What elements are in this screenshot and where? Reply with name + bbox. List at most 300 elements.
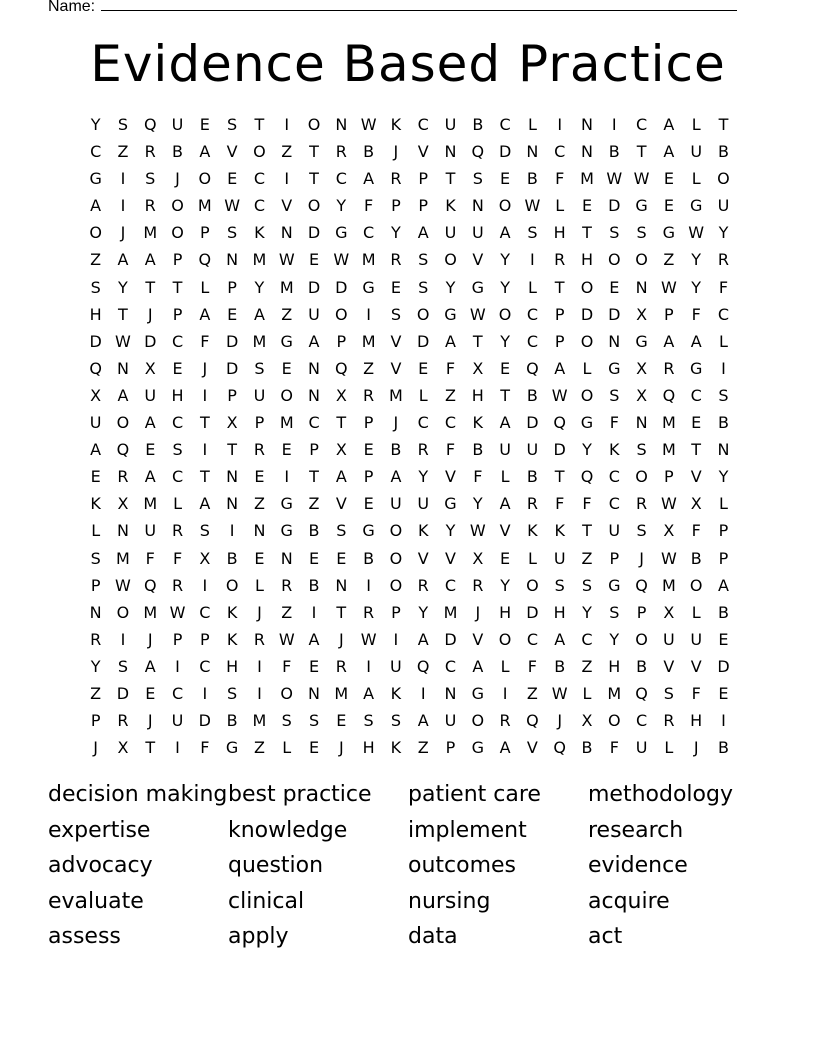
grid-letter[interactable]: V xyxy=(526,738,538,758)
grid-letter[interactable]: P xyxy=(90,575,101,595)
grid-letter[interactable]: G xyxy=(635,331,648,351)
grid-letter[interactable]: V xyxy=(472,250,484,270)
grid-letter[interactable]: Y xyxy=(445,277,456,297)
grid-letter[interactable]: J xyxy=(147,711,153,731)
grid-letter[interactable]: R xyxy=(117,467,129,487)
grid-letter[interactable]: Y xyxy=(691,250,702,270)
grid-letter[interactable]: L xyxy=(254,575,264,595)
grid-letter[interactable]: J xyxy=(393,142,399,162)
grid-letter[interactable]: C xyxy=(253,196,266,216)
grid-letter[interactable]: E xyxy=(500,358,511,378)
grid-letter[interactable]: E xyxy=(500,169,511,189)
grid-letter[interactable]: Z xyxy=(281,142,293,162)
grid-letter[interactable]: L xyxy=(91,521,101,541)
grid-letter[interactable]: C xyxy=(199,656,211,676)
grid-letter[interactable]: M xyxy=(334,683,349,703)
grid-letter[interactable]: A xyxy=(663,142,675,162)
grid-letter[interactable]: X xyxy=(636,385,648,405)
grid-letter[interactable]: L xyxy=(555,196,565,216)
grid-letter[interactable]: D xyxy=(225,331,239,351)
grid-letter[interactable]: H xyxy=(553,602,566,622)
grid-letter[interactable]: S xyxy=(172,440,183,460)
grid-letter[interactable]: A xyxy=(472,656,484,676)
grid-letter[interactable]: N xyxy=(116,358,129,378)
name-field[interactable] xyxy=(48,0,737,17)
grid-letter[interactable]: B xyxy=(172,142,184,162)
grid-letter[interactable]: Y xyxy=(418,602,429,622)
grid-letter[interactable]: X xyxy=(581,711,593,731)
grid-letter[interactable]: R xyxy=(253,629,265,649)
grid-letter[interactable]: L xyxy=(691,169,701,189)
grid-letter[interactable]: P xyxy=(664,304,674,324)
grid-letter[interactable]: L xyxy=(582,683,592,703)
grid-letter[interactable]: L xyxy=(582,358,592,378)
grid-letter[interactable]: S xyxy=(227,223,238,243)
grid-letter[interactable]: B xyxy=(226,548,238,568)
grid-letter[interactable]: A xyxy=(90,196,102,216)
grid-letter[interactable]: I xyxy=(120,169,126,189)
grid-letter[interactable]: I xyxy=(284,115,290,134)
grid-letter[interactable]: Z xyxy=(90,683,102,703)
grid-letter[interactable]: F xyxy=(364,196,374,216)
grid-letter[interactable]: W xyxy=(169,602,186,622)
grid-letter[interactable]: D xyxy=(307,277,321,297)
grid-letter[interactable]: T xyxy=(227,440,238,460)
grid-letter[interactable]: C xyxy=(581,629,593,649)
grid-letter[interactable]: I xyxy=(202,683,208,703)
grid-letter[interactable]: F xyxy=(200,738,210,758)
grid-letter[interactable]: Y xyxy=(609,629,620,649)
grid-letter[interactable]: Z xyxy=(526,683,538,703)
grid-letter[interactable]: N xyxy=(280,548,293,568)
grid-letter[interactable]: A xyxy=(144,467,156,487)
grid-letter[interactable]: Y xyxy=(336,196,347,216)
grid-letter[interactable]: P xyxy=(636,602,647,622)
grid-letter[interactable]: W xyxy=(606,169,623,189)
grid-letter[interactable]: D xyxy=(144,331,157,351)
grid-letter[interactable]: P xyxy=(445,738,456,758)
grid-letter[interactable]: A xyxy=(554,358,566,378)
grid-letter[interactable]: S xyxy=(281,711,292,731)
grid-letter[interactable]: T xyxy=(582,223,592,243)
grid-letter[interactable]: J xyxy=(93,738,98,758)
grid-letter[interactable]: L xyxy=(173,494,182,514)
grid-letter[interactable]: O xyxy=(416,304,430,324)
grid-letter[interactable]: H xyxy=(580,250,593,270)
grid-letter[interactable]: V xyxy=(499,521,511,541)
grid-letter[interactable]: I xyxy=(366,656,371,676)
grid-letter[interactable]: W xyxy=(333,250,350,270)
grid-letter[interactable]: F xyxy=(473,467,483,487)
grid-letter[interactable]: W xyxy=(633,169,650,189)
grid-letter[interactable]: L xyxy=(282,738,292,758)
grid-letter[interactable]: P xyxy=(363,467,374,487)
grid-letter[interactable]: I xyxy=(366,575,371,595)
grid-letter[interactable]: M xyxy=(252,711,267,731)
grid-letter[interactable]: Y xyxy=(500,277,510,297)
grid-letter[interactable]: Y xyxy=(500,331,510,351)
grid-letter[interactable]: O xyxy=(498,304,512,324)
grid-letter[interactable]: Y xyxy=(90,656,101,676)
grid-letter[interactable]: P xyxy=(718,548,729,568)
grid-letter[interactable]: B xyxy=(636,656,648,676)
grid-letter[interactable]: Z xyxy=(90,250,102,270)
grid-letter[interactable]: N xyxy=(116,521,129,541)
grid-letter[interactable]: O xyxy=(171,223,184,243)
grid-letter[interactable]: I xyxy=(611,115,617,134)
grid-letter[interactable]: U xyxy=(444,223,457,243)
grid-letter[interactable]: G xyxy=(362,521,375,541)
grid-letter[interactable]: O xyxy=(471,711,485,731)
grid-letter[interactable]: P xyxy=(718,521,729,541)
grid-letter[interactable]: A xyxy=(499,494,511,514)
grid-letter[interactable]: E xyxy=(718,683,729,703)
grid-letter[interactable]: F xyxy=(691,683,701,703)
grid-letter[interactable]: B xyxy=(526,169,538,189)
grid-letter[interactable]: N xyxy=(635,277,648,297)
grid-letter[interactable]: O xyxy=(389,575,403,595)
grid-letter[interactable]: E xyxy=(418,358,429,378)
grid-letter[interactable]: X xyxy=(636,304,648,324)
grid-letter[interactable]: U xyxy=(690,142,703,162)
grid-letter[interactable]: X xyxy=(472,548,484,568)
grid-letter[interactable]: G xyxy=(471,683,484,703)
grid-letter[interactable]: E xyxy=(308,738,320,758)
grid-letter[interactable]: R xyxy=(636,494,648,514)
grid-letter[interactable]: L xyxy=(664,738,674,758)
grid-letter[interactable]: N xyxy=(226,250,239,270)
grid-letter[interactable]: O xyxy=(526,575,539,595)
grid-letter[interactable]: C xyxy=(717,304,730,324)
grid-letter[interactable]: N xyxy=(581,115,593,134)
grid-letter[interactable]: M xyxy=(661,413,676,433)
grid-letter[interactable]: W xyxy=(469,304,486,324)
grid-letter[interactable]: H xyxy=(608,656,621,676)
grid-letter[interactable]: J xyxy=(475,602,481,622)
grid-letter[interactable]: C xyxy=(417,413,429,433)
grid-letter[interactable]: V xyxy=(390,358,402,378)
grid-letter[interactable]: D xyxy=(553,440,566,460)
grid-letter[interactable]: U xyxy=(499,440,511,460)
grid-letter[interactable]: S xyxy=(581,575,593,595)
grid-letter[interactable]: M xyxy=(661,575,676,595)
grid-letter[interactable]: U xyxy=(663,629,675,649)
grid-letter[interactable]: D xyxy=(498,142,512,162)
grid-letter[interactable]: E xyxy=(172,358,183,378)
grid-letter[interactable]: G xyxy=(89,169,102,189)
grid-letter[interactable]: C xyxy=(608,467,620,487)
grid-letter[interactable]: T xyxy=(500,385,510,405)
grid-letter[interactable]: J xyxy=(147,629,153,649)
grid-letter[interactable]: J xyxy=(257,602,262,622)
grid-letter[interactable]: X xyxy=(144,358,156,378)
grid-letter[interactable]: Q xyxy=(580,467,594,487)
grid-letter[interactable]: E xyxy=(691,413,702,433)
grid-letter[interactable]: E xyxy=(609,277,620,297)
grid-letter[interactable]: S xyxy=(145,169,156,189)
grid-letter[interactable]: Z xyxy=(363,358,375,378)
grid-letter[interactable]: E xyxy=(308,250,320,270)
grid-letter[interactable]: I xyxy=(202,575,208,595)
grid-letter[interactable]: H xyxy=(226,656,239,676)
grid-letter[interactable]: O xyxy=(580,331,594,351)
grid-letter[interactable]: N xyxy=(308,385,320,405)
grid-letter[interactable]: L xyxy=(719,331,728,351)
grid-letter[interactable]: C xyxy=(526,331,538,351)
grid-letter[interactable]: J xyxy=(147,304,153,324)
grid-letter[interactable]: G xyxy=(689,196,703,216)
grid-letter[interactable]: D xyxy=(417,331,430,351)
grid-letter[interactable]: W xyxy=(660,277,677,297)
grid-letter[interactable]: R xyxy=(417,440,429,460)
grid-letter[interactable]: I xyxy=(229,521,235,541)
grid-letter[interactable]: Z xyxy=(281,304,293,324)
grid-letter[interactable]: F xyxy=(527,656,537,676)
grid-letter[interactable]: N xyxy=(471,196,484,216)
grid-letter[interactable]: E xyxy=(227,304,238,324)
grid-letter[interactable]: T xyxy=(472,331,483,351)
grid-letter[interactable]: X xyxy=(636,358,648,378)
grid-letter[interactable]: S xyxy=(636,521,647,541)
grid-letter[interactable]: E xyxy=(90,467,101,487)
grid-letter[interactable]: M xyxy=(143,602,158,622)
grid-letter[interactable]: E xyxy=(500,548,511,568)
grid-letter[interactable]: P xyxy=(554,331,565,351)
grid-letter[interactable]: U xyxy=(390,494,402,514)
grid-letter[interactable]: H xyxy=(89,304,102,324)
grid-letter[interactable]: N xyxy=(226,467,239,487)
grid-letter[interactable]: O xyxy=(580,385,594,405)
grid-letter[interactable]: S xyxy=(227,683,238,703)
grid-letter[interactable]: S xyxy=(609,385,620,405)
grid-letter[interactable]: J xyxy=(393,413,399,433)
grid-letter[interactable]: S xyxy=(663,683,674,703)
grid-letter[interactable]: Q xyxy=(553,413,566,433)
grid-letter[interactable]: B xyxy=(363,142,375,162)
grid-letter[interactable]: T xyxy=(636,142,647,162)
grid-letter[interactable]: M xyxy=(116,548,130,568)
grid-letter[interactable]: M xyxy=(361,250,376,270)
grid-letter[interactable]: C xyxy=(335,169,347,189)
grid-letter[interactable]: L xyxy=(418,385,428,405)
grid-letter[interactable]: I xyxy=(366,304,371,324)
grid-letter[interactable]: S xyxy=(308,711,320,731)
grid-letter[interactable]: R xyxy=(390,169,402,189)
grid-letter[interactable]: A xyxy=(308,629,320,649)
grid-letter[interactable]: N xyxy=(444,142,457,162)
grid-letter[interactable]: V xyxy=(417,142,429,162)
grid-letter[interactable]: V xyxy=(335,494,347,514)
grid-letter[interactable]: E xyxy=(281,358,292,378)
grid-letter[interactable]: D xyxy=(89,331,102,351)
grid-letter[interactable]: Y xyxy=(691,277,702,297)
grid-letter[interactable]: W xyxy=(660,494,677,514)
grid-letter[interactable]: G xyxy=(280,521,293,541)
grid-letter[interactable]: A xyxy=(718,575,729,595)
grid-letter[interactable]: G xyxy=(635,196,648,216)
grid-letter[interactable]: F xyxy=(445,358,456,378)
grid-letter[interactable]: O xyxy=(280,683,294,703)
grid-letter[interactable]: U xyxy=(553,548,566,568)
grid-letter[interactable]: U xyxy=(144,521,157,541)
grid-letter[interactable]: C xyxy=(171,413,184,433)
grid-letter[interactable]: B xyxy=(526,385,538,405)
grid-letter[interactable]: F xyxy=(200,331,210,351)
grid-letter[interactable]: O xyxy=(444,250,457,270)
grid-letter[interactable]: L xyxy=(691,602,701,622)
grid-letter[interactable]: R xyxy=(171,521,184,541)
grid-letter[interactable]: Y xyxy=(118,277,128,297)
grid-letter[interactable]: Y xyxy=(418,467,429,487)
grid-letter[interactable]: U xyxy=(144,385,157,405)
grid-letter[interactable]: H xyxy=(553,223,566,243)
grid-letter[interactable]: L xyxy=(527,115,537,134)
grid-letter[interactable]: N xyxy=(335,575,348,595)
grid-letter[interactable]: I xyxy=(311,602,317,622)
grid-letter[interactable]: S xyxy=(609,602,620,622)
grid-letter[interactable]: S xyxy=(390,304,401,324)
grid-letter[interactable]: S xyxy=(554,575,565,595)
grid-letter[interactable]: K xyxy=(445,196,456,216)
grid-letter[interactable]: V xyxy=(226,142,238,162)
grid-letter[interactable]: J xyxy=(693,738,699,758)
grid-letter[interactable]: D xyxy=(116,683,130,703)
grid-letter[interactable]: Y xyxy=(500,575,510,595)
grid-letter[interactable]: F xyxy=(555,494,565,514)
grid-letter[interactable]: D xyxy=(608,196,621,216)
grid-letter[interactable]: K xyxy=(90,494,101,514)
grid-letter[interactable]: U xyxy=(717,196,730,216)
grid-letter[interactable]: R xyxy=(144,142,156,162)
grid-letter[interactable]: I xyxy=(257,683,262,703)
grid-letter[interactable]: J xyxy=(338,738,344,758)
grid-letter[interactable]: E xyxy=(390,277,401,297)
grid-letter[interactable]: D xyxy=(717,656,730,676)
grid-letter[interactable]: X xyxy=(117,738,129,758)
grid-letter[interactable]: D xyxy=(225,358,239,378)
grid-letter[interactable]: K xyxy=(472,413,484,433)
grid-letter[interactable]: E xyxy=(581,196,593,216)
grid-letter[interactable]: I xyxy=(502,683,508,703)
grid-letter[interactable]: U xyxy=(444,711,457,731)
grid-letter[interactable]: I xyxy=(284,467,290,487)
grid-letter[interactable]: V xyxy=(663,656,675,676)
grid-letter[interactable]: A xyxy=(199,494,211,514)
grid-letter[interactable]: I xyxy=(721,358,726,378)
grid-letter[interactable]: V xyxy=(690,467,702,487)
grid-letter[interactable]: I xyxy=(557,115,563,134)
grid-letter[interactable]: O xyxy=(580,277,594,297)
grid-letter[interactable]: Q xyxy=(526,711,539,731)
grid-letter[interactable]: L xyxy=(500,467,510,487)
grid-letter[interactable]: M xyxy=(361,331,376,351)
grid-letter[interactable]: A xyxy=(417,629,429,649)
grid-letter[interactable]: Z xyxy=(253,738,265,758)
grid-letter[interactable]: E xyxy=(363,440,374,460)
grid-letter[interactable]: T xyxy=(254,115,265,134)
grid-letter[interactable]: T xyxy=(309,169,319,189)
grid-letter[interactable]: X xyxy=(226,413,238,433)
grid-letter[interactable]: Q xyxy=(89,358,102,378)
grid-letter[interactable]: K xyxy=(554,521,565,541)
grid-letter[interactable]: T xyxy=(691,440,702,460)
grid-letter[interactable]: Z xyxy=(581,548,593,568)
grid-letter[interactable]: Q xyxy=(526,358,539,378)
grid-letter[interactable]: Y xyxy=(445,521,456,541)
grid-letter[interactable]: G xyxy=(225,738,239,758)
grid-letter[interactable]: X xyxy=(199,548,211,568)
grid-letter[interactable]: U xyxy=(471,223,484,243)
grid-letter[interactable]: C xyxy=(253,169,266,189)
grid-letter[interactable]: B xyxy=(226,711,238,731)
grid-letter[interactable]: S xyxy=(527,223,538,243)
grid-letter[interactable]: K xyxy=(226,629,238,649)
grid-letter[interactable]: O xyxy=(116,602,130,622)
grid-letter[interactable]: B xyxy=(526,467,538,487)
grid-letter[interactable]: R xyxy=(717,250,730,270)
grid-letter[interactable]: U xyxy=(390,656,402,676)
grid-letter[interactable]: M xyxy=(279,277,294,297)
grid-letter[interactable]: K xyxy=(417,521,429,541)
grid-letter[interactable]: S xyxy=(336,521,347,541)
grid-letter[interactable]: I xyxy=(721,711,726,731)
grid-letter[interactable]: Z xyxy=(281,602,293,622)
grid-letter[interactable]: D xyxy=(307,223,321,243)
grid-letter[interactable]: U xyxy=(635,738,648,758)
grid-letter[interactable]: S xyxy=(227,115,238,134)
grid-letter[interactable]: T xyxy=(336,413,347,433)
grid-letter[interactable]: O xyxy=(635,629,648,649)
grid-letter[interactable]: H xyxy=(499,602,512,622)
grid-letter[interactable]: S xyxy=(390,711,401,731)
grid-letter[interactable]: S xyxy=(718,385,729,405)
grid-letter[interactable]: P xyxy=(172,304,183,324)
grid-letter[interactable]: M xyxy=(580,169,594,189)
grid-letter[interactable]: G xyxy=(444,304,457,324)
grid-letter[interactable]: B xyxy=(363,548,375,568)
grid-letter[interactable]: L xyxy=(719,494,728,514)
grid-letter[interactable]: A xyxy=(144,250,156,270)
grid-letter[interactable]: M xyxy=(443,602,458,622)
grid-letter[interactable]: L xyxy=(527,548,537,568)
grid-letter[interactable]: S xyxy=(609,223,620,243)
grid-letter[interactable]: R xyxy=(526,494,538,514)
grid-letter[interactable]: Z xyxy=(253,494,265,514)
grid-letter[interactable]: P xyxy=(200,223,210,243)
grid-letter[interactable]: O xyxy=(635,250,648,270)
grid-letter[interactable]: V xyxy=(690,656,702,676)
grid-letter[interactable]: T xyxy=(145,277,156,297)
grid-letter[interactable]: N xyxy=(717,440,730,460)
grid-letter[interactable]: V xyxy=(472,629,484,649)
grid-letter[interactable]: Q xyxy=(143,115,157,134)
grid-letter[interactable]: E xyxy=(199,115,210,134)
grid-letter[interactable]: E xyxy=(227,169,238,189)
grid-letter[interactable]: V xyxy=(445,548,456,568)
grid-letter[interactable]: R xyxy=(499,711,511,731)
grid-letter[interactable]: Y xyxy=(718,223,729,243)
grid-letter[interactable]: D xyxy=(608,304,621,324)
grid-letter[interactable]: R xyxy=(171,575,184,595)
grid-letter[interactable]: G xyxy=(444,494,457,514)
grid-letter[interactable]: G xyxy=(608,358,621,378)
grid-letter[interactable]: B xyxy=(581,738,593,758)
grid-letter[interactable]: W xyxy=(360,629,377,649)
grid-letter[interactable]: O xyxy=(89,223,102,243)
grid-letter[interactable]: F xyxy=(691,304,701,324)
grid-letter[interactable]: C xyxy=(444,413,457,433)
grid-letter[interactable]: F xyxy=(691,521,701,541)
